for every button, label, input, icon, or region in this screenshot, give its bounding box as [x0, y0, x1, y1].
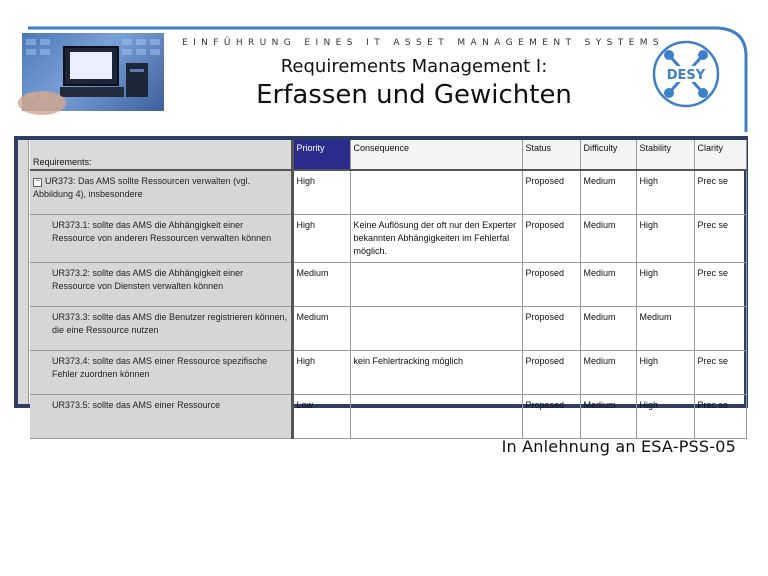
column-header-priority[interactable]: Priority [292, 140, 350, 170]
series-title: EINFÜHRUNG EINES IT ASSET MANAGEMENT SYSTEMS [182, 38, 665, 48]
stability-cell[interactable]: High [636, 215, 694, 263]
status-cell[interactable]: Proposed [522, 170, 580, 215]
consequence-cell[interactable] [350, 395, 522, 439]
table-row[interactable] [30, 215, 746, 263]
column-header-stability[interactable]: Stability [636, 140, 694, 170]
table-row[interactable] [30, 263, 746, 307]
requirement-cell[interactable]: UR373.5: sollte das AMS einer Ressource [30, 395, 292, 439]
difficulty-cell[interactable]: Medium [580, 351, 636, 395]
stability-cell[interactable]: High [636, 395, 694, 439]
consequence-cell[interactable]: Keine Auflösung der oft nur den Experter bekannten Abhängigkeiten im Fehlerfal möglich. [350, 215, 522, 263]
priority-cell[interactable]: High [292, 351, 350, 395]
stability-cell[interactable]: High [636, 170, 694, 215]
source-footnote: In Anlehnung an ESA-PSS-05 [501, 437, 736, 456]
table-row[interactable] [30, 351, 746, 395]
status-cell[interactable]: Proposed [522, 215, 580, 263]
priority-cell[interactable]: High [292, 215, 350, 263]
status-cell[interactable]: Proposed [522, 307, 580, 351]
consequence-cell[interactable] [350, 307, 522, 351]
clarity-cell[interactable] [694, 307, 746, 351]
table-row[interactable] [30, 307, 746, 351]
consequence-cell[interactable] [350, 263, 522, 307]
clarity-cell[interactable]: Prec se [694, 351, 746, 395]
difficulty-cell[interactable]: Medium [580, 395, 636, 439]
column-header-consequence[interactable]: Consequence [350, 140, 522, 170]
consequence-cell[interactable]: kein Fehlertracking möglich [350, 351, 522, 395]
row-gutter [18, 140, 29, 404]
priority-cell[interactable]: Low [292, 395, 350, 439]
priority-cell[interactable]: Medium [292, 263, 350, 307]
difficulty-cell[interactable]: Medium [580, 307, 636, 351]
stability-cell[interactable]: High [636, 263, 694, 307]
difficulty-cell[interactable]: Medium [580, 263, 636, 307]
priority-cell[interactable]: Medium [292, 307, 350, 351]
clarity-cell[interactable]: Prec se [694, 395, 746, 439]
status-cell[interactable]: Proposed [522, 263, 580, 307]
column-header-requirements[interactable]: Requirements: [30, 140, 292, 170]
column-header-status[interactable]: Status [522, 140, 580, 170]
column-header-clarity[interactable]: Clarity [694, 140, 746, 170]
slide-title-line2: Erfassen und Gewichten [256, 80, 572, 110]
requirement-cell[interactable]: UR373.1: sollte das AMS die Abhängigkeit einer Ressource von anderen Ressourcen verwalten können [30, 215, 292, 263]
status-cell[interactable]: Proposed [522, 395, 580, 439]
requirement-cell[interactable]: UR373.3: sollte das AMS die Benutzer registrieren können, die eine Ressource nutzen [30, 307, 292, 351]
table-header-row [30, 140, 746, 170]
stability-cell[interactable]: High [636, 351, 694, 395]
status-cell[interactable]: Proposed [522, 351, 580, 395]
collapse-toggle-icon[interactable]: − [33, 178, 42, 187]
table-row[interactable] [30, 170, 746, 215]
requirement-cell[interactable]: UR373.2: sollte das AMS die Abhängigkeit einer Ressource von Diensten verwalten können [30, 263, 292, 307]
slide-title-line1: Requirements Management I: [280, 56, 548, 77]
clarity-cell[interactable]: Prec se [694, 215, 746, 263]
requirement-cell[interactable]: UR373.4: sollte das AMS einer Ressource spezifische Fehler zuordnen können [30, 351, 292, 395]
difficulty-cell[interactable]: Medium [580, 170, 636, 215]
desy-logo-text: DESY [666, 68, 706, 83]
requirements-screenshot [14, 136, 748, 408]
table-row[interactable] [30, 395, 746, 439]
column-header-difficulty[interactable]: Difficulty [580, 140, 636, 170]
desy-logo [651, 39, 721, 109]
stability-cell[interactable]: Medium [636, 307, 694, 351]
clarity-cell[interactable]: Prec se [694, 263, 746, 307]
difficulty-cell[interactable]: Medium [580, 215, 636, 263]
requirement-text: UR373: Das AMS sollte Ressourcen verwalten (vgl. Abbildung 4), insbesondere [33, 176, 251, 199]
clarity-cell[interactable]: Prec se [694, 170, 746, 215]
priority-cell[interactable]: High [292, 170, 350, 215]
requirement-cell[interactable] [30, 170, 292, 215]
requirements-table [30, 140, 747, 439]
consequence-cell[interactable] [350, 170, 522, 215]
